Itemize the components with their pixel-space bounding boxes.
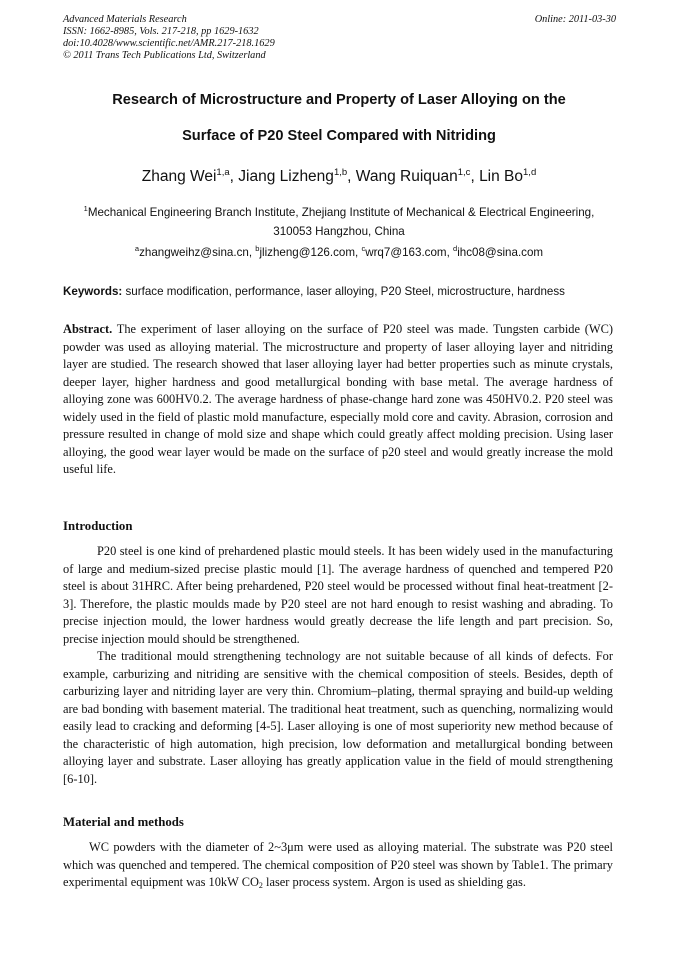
methods-section: [63, 839, 613, 892]
email-marker: d: [453, 244, 458, 253]
journal-header: [63, 14, 616, 62]
email-marker: b: [255, 244, 260, 253]
author-separator: ,: [470, 168, 480, 185]
email-address: jlizheng@126.com: [259, 246, 355, 259]
introduction-paragraph-1: P20 steel is one kind of prehardened plastic mould steels. It has been widely used in the manufacturing of large and medium-sized precise plastic mould [1]. The average hardness of quenched and tempered P20 steel is about 31HRC. After being prehardened, P20 steel would be processed without final heat-treatment [2-3]. Therefore, the plastic moulds made by P20 steel are not hard enough to resist washing and abrading. To precise injection mould, the lower hardness would greatly decrease the life length and part precision. So, precise injection mould should be strengthened.: [63, 544, 613, 646]
copyright-line: © 2011 Trans Tech Publications Ltd, Switzerland: [63, 50, 266, 61]
author-name: Zhang Wei: [141, 168, 217, 185]
online-date: Online: 2011-03-30: [534, 14, 616, 25]
abstract-text: The experiment of laser alloying on the surface of P20 steel was made. Tungsten carbide (WC) powder was used as alloying material. The microstructure and property of laser alloying layer and nitriding layer are studied. The research showed that laser alloying layer had better properties such as minute crystals, deeper layer, higher hardness and good metallurgical bonding with base metal. The average hardness of alloying zone was 600HV0.2. The average hardness of phase-change hard zone was 450HV0.2. P20 steel was widely used in the field of plastic mold manufacture, especially mold core and cavity. Abrasion, corrosion and pressure resulted in change of mold size and shape which could greatly affect molding precision. Using laser alloying, the good wear layer would be made on the surface of p20 steel and would greatly increase the mold useful life.: [63, 322, 613, 476]
affiliation-line-1: Mechanical Engineering Branch Institute, Zhejiang Institute of Mechanical & Electrical Engineering,: [87, 206, 595, 219]
keywords-label: Keywords:: [63, 285, 123, 298]
email-list: [40, 244, 638, 262]
email-separator: ,: [355, 246, 362, 259]
author-affil-marker: 1,c: [457, 167, 471, 178]
author-separator: ,: [347, 168, 356, 185]
methods-text-a: WC powders with the diameter of 2~3μm were used as alloying material. The substrate was P20 steel which was quenched and tempered. The chemical composition of P20 steel was shown by Table1. The primary experimental equipment was 10kW CO: [63, 840, 613, 889]
journal-info: [63, 14, 616, 62]
co2-subscript: 2: [258, 881, 263, 890]
email-marker: a: [134, 244, 140, 253]
introduction-section: [63, 543, 613, 788]
affiliation-marker: 1: [83, 204, 88, 213]
affiliation-line-2: 310053 Hangzhou, China: [273, 225, 405, 238]
email-address: ihc08@sina.com: [457, 246, 544, 259]
author-separator: ,: [229, 168, 239, 185]
affiliation: [60, 203, 618, 241]
author-list: [40, 166, 638, 188]
author-name: Wang Ruiquan: [355, 168, 458, 185]
email-marker: c: [361, 244, 366, 253]
email-address: wrq7@163.com: [365, 246, 447, 259]
journal-name: Advanced Materials Research: [63, 14, 187, 25]
author-name: Lin Bo: [479, 168, 524, 185]
doi-line: doi:10.4028/www.scientific.net/AMR.217-218.1629: [63, 38, 275, 49]
methods-text-b: laser process system. Argon is used as shielding gas.: [262, 875, 526, 889]
introduction-paragraph-2: The traditional mould strengthening technology are not suitable because of all kinds of defects. For example, carburizing and nitriding are sensitive with the chemical composition of steels. Besides, depth of carburizing layer and nitriding layer are very thin. Chromium–plating, thermal spraying and build-up welding are bad bonding with basement material. The traditional heat treatment, such as quenching, normalizing would easily lead to cracking and deforming [4-5]. Laser alloying is one of most superiority new method because of the characteristic of high automation, high precision, low deformation and metallurgical bonding between alloying layer and substrate. Laser alloying has greatly application value in the field of mould strengthening [6-10].: [63, 649, 613, 786]
title-line-2: Surface of P20 Steel Compared with Nitriding: [182, 128, 496, 144]
email-separator: ,: [446, 246, 454, 259]
author-name: Jiang Lizheng: [238, 168, 334, 185]
section-heading-methods: Material and methods: [63, 815, 184, 829]
author-affil-marker: 1,b: [333, 167, 348, 178]
title-line-1: Research of Microstructure and Property of Laser Alloying on the: [112, 92, 566, 108]
keywords-text: surface modification, performance, laser alloying, P20 Steel, microstructure, hardness: [122, 285, 565, 298]
keywords: [63, 283, 623, 301]
author-affil-marker: 1,a: [216, 167, 230, 178]
email-address: zhangweihz@sina.cn: [139, 246, 249, 259]
abstract-label: Abstract.: [63, 322, 113, 336]
section-heading-introduction: Introduction: [63, 519, 133, 533]
methods-paragraph-1: [63, 839, 613, 892]
email-separator: ,: [248, 246, 256, 259]
author-affil-marker: 1,d: [523, 167, 537, 178]
issn-line: ISSN: 1662-8985, Vols. 217-218, pp 1629-1632: [63, 26, 259, 37]
paper-title: [40, 90, 638, 162]
abstract: [63, 321, 613, 479]
